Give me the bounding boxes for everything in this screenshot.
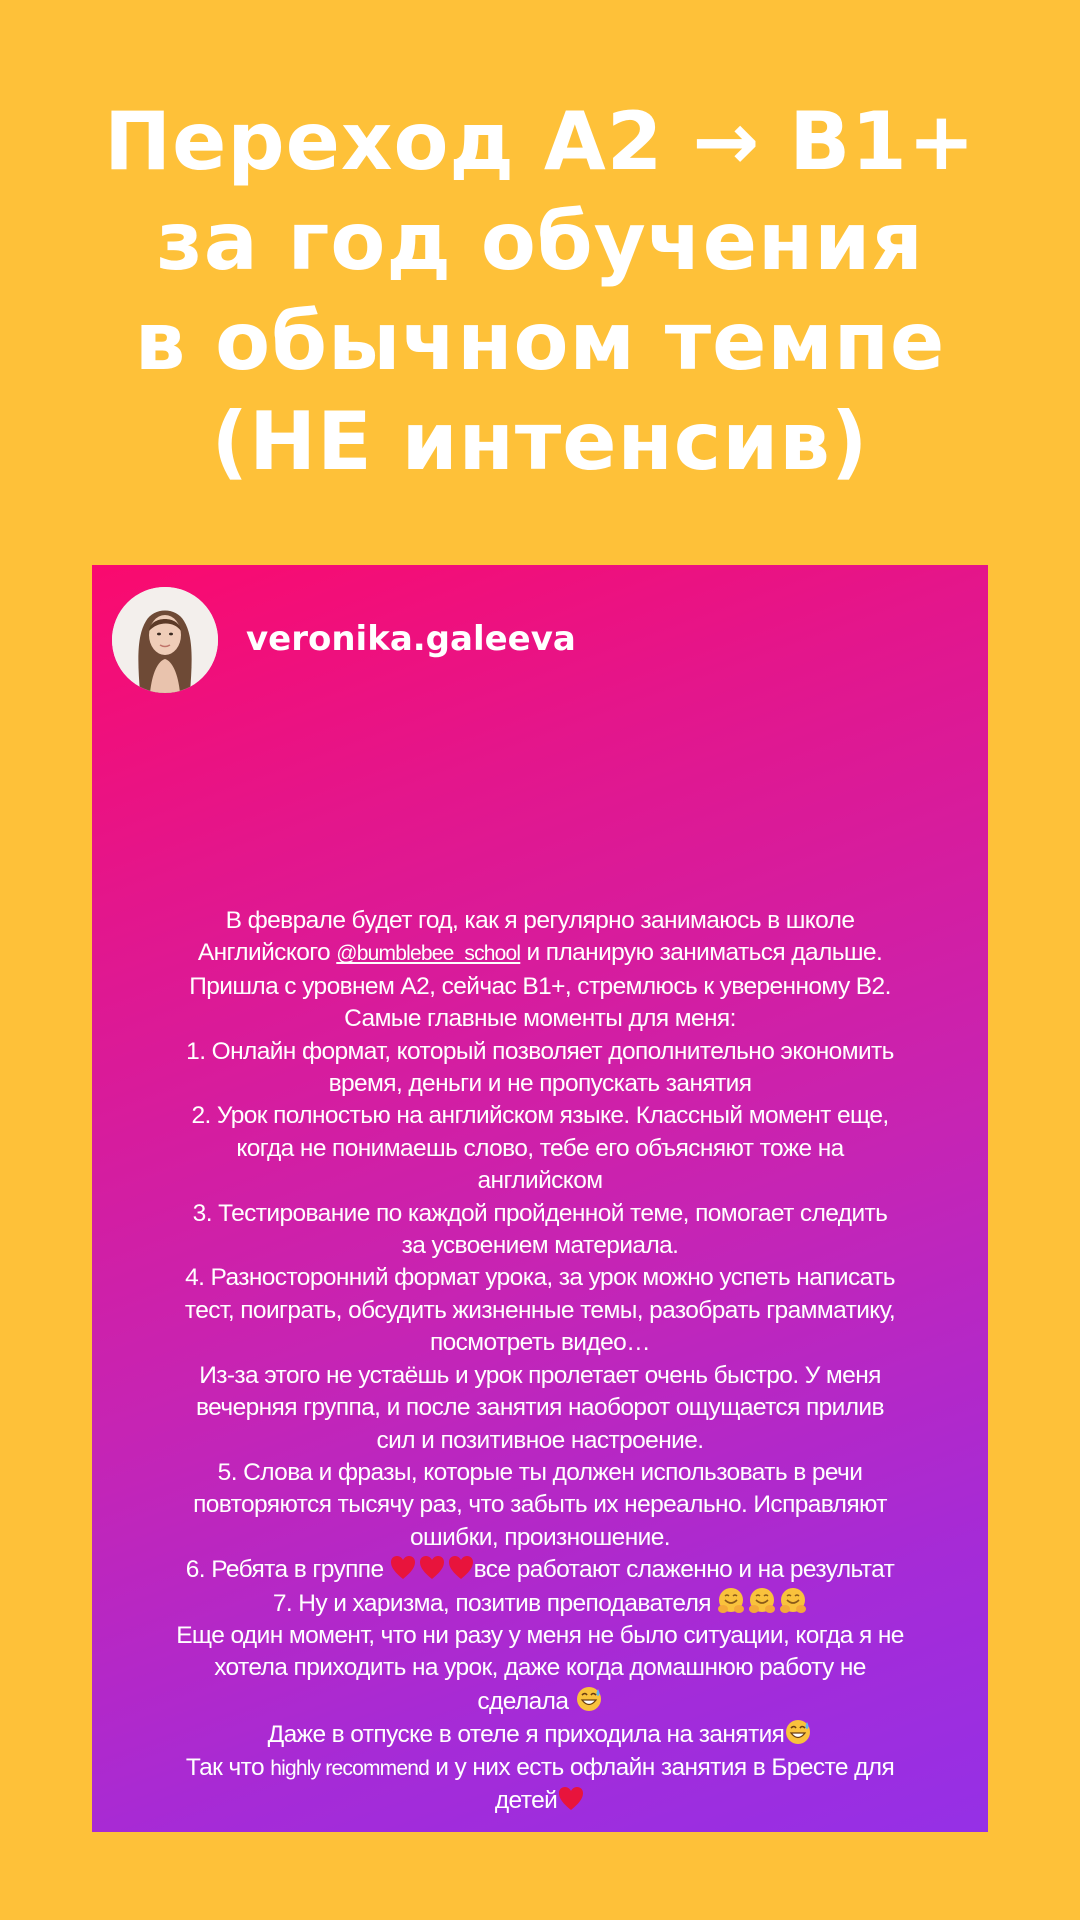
story-screenshot [92, 565, 988, 1832]
caption-line: Пришла с уровнем А2, сейчас В1+, стремлюсь к уверенному В2. [189, 972, 891, 1000]
hugging-face-emoji-icon [717, 1587, 807, 1615]
caption-line [92, 1785, 988, 1817]
caption-text: все работают слаженно и на результат [473, 1556, 895, 1584]
caption-text: сделала [477, 1687, 575, 1715]
grinning-sweat-emoji-icon [575, 1685, 603, 1713]
caption-line: сил и позитивное настроение. [376, 1426, 704, 1454]
headline-line-3: в обычном темпе [134, 295, 946, 388]
headline-line-2: за год обучения [156, 195, 924, 288]
caption-line: ошибки, произношение. [410, 1523, 670, 1551]
caption-line: вечерняя группа, и после занятия наоборот ощущается прилив [196, 1394, 884, 1422]
caption-line: повторяются тысячу раз, что забыть их нереально. Исправляют [193, 1491, 887, 1519]
heart-emoji-icon [557, 1786, 585, 1812]
headline-line-1: Переход A2 → B1+ [104, 95, 976, 188]
story-caption [92, 905, 988, 1817]
caption-line: хотела приходить на урок, даже когда домашнюю работу не [214, 1654, 866, 1682]
caption-line: Еще один момент, что ни разу у меня не было ситуации, когда я не [176, 1621, 904, 1649]
caption-line: время, деньги и не пропускать занятия [328, 1070, 752, 1098]
caption-line: тест, поиграть, обсудить жизненные темы, разобрать грамматику, [184, 1296, 896, 1324]
caption-text: детей [494, 1786, 558, 1814]
caption-line: Из-за этого не устаёшь и урок пролетает очень быстро. У меня [199, 1361, 881, 1389]
headline [0, 92, 1080, 492]
avatar-photo-icon [112, 587, 218, 693]
caption-line: 3. Тестирование по каждой пройденной теме, помогает следить [192, 1199, 888, 1227]
caption-text: Английского [197, 939, 337, 967]
grinning-sweat-emoji-icon [784, 1718, 812, 1746]
caption-line: когда не понимаешь слово, тебе его объясняют тоже на [236, 1134, 844, 1162]
heart-emoji-icon [390, 1555, 474, 1581]
caption-text: Так что [185, 1753, 271, 1781]
caption-line [92, 1554, 988, 1586]
caption-line [92, 937, 988, 970]
caption-line [92, 1752, 988, 1785]
caption-line: 2. Урок полностью на английском языке. Классный момент еще, [191, 1102, 889, 1130]
caption-line [92, 1587, 988, 1620]
caption-line: 1. Онлайн формат, который позволяет дополнительно экономить [186, 1037, 894, 1065]
headline-line-4: (НЕ интенсив) [211, 395, 869, 488]
caption-text: и у них есть офлайн занятия в Бресте для [428, 1753, 895, 1781]
caption-line: Самые главные моменты для меня: [344, 1005, 736, 1033]
caption-line [92, 1685, 988, 1718]
caption-line: посмотреть видео… [429, 1329, 651, 1357]
caption-line: английском [477, 1167, 603, 1195]
school-mention-link[interactable]: @bumblebee_school [336, 942, 521, 966]
caption-line: 4. Разносторонний формат урока, за урок можно успеть написать [185, 1264, 895, 1292]
avatar[interactable] [112, 587, 218, 693]
caption-text: 7. Ну и харизма, позитив преподавателя [272, 1589, 718, 1617]
caption-text: highly recommend [270, 1756, 429, 1780]
caption-line: В феврале будет год, как я регулярно занимаюсь в школе [225, 907, 855, 934]
caption-line: 5. Слова и фразы, которые ты должен использовать в речи [217, 1458, 863, 1486]
caption-text: 6. Ребята в группе [185, 1556, 390, 1584]
caption-text: Даже в отпуске в отеле я приходила на занятия [267, 1721, 785, 1749]
caption-text: и планирую заниматься дальше. [520, 939, 883, 967]
username[interactable]: veronika.galeeva [246, 619, 576, 659]
caption-line [92, 1718, 988, 1751]
caption-line: за усвоением материала. [401, 1232, 679, 1260]
